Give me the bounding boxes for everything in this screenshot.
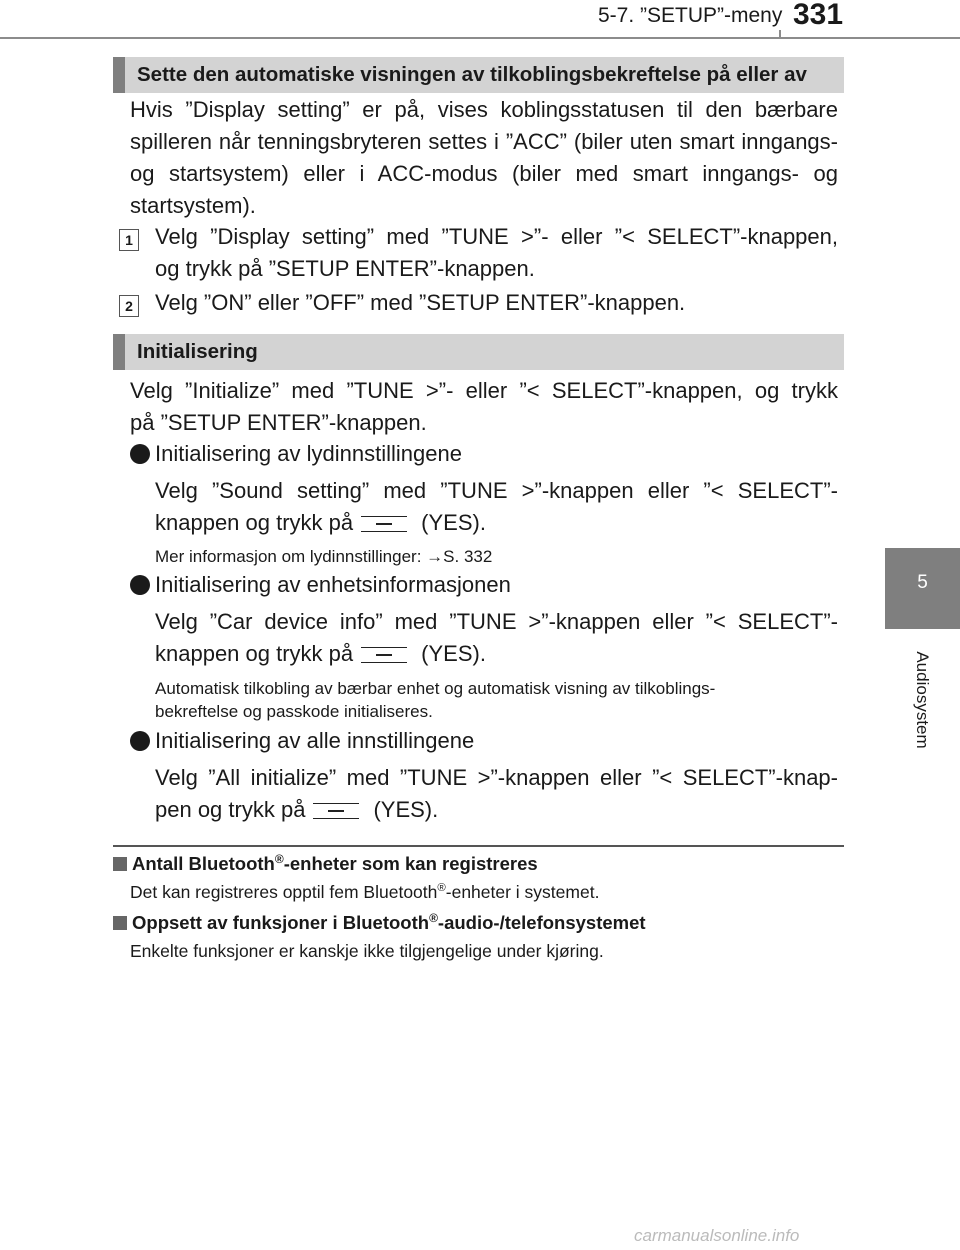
item3-line2-pre: pen og trykk på [155, 797, 306, 822]
page-number: 331 [793, 0, 844, 31]
section-title-initialisering: Initialisering [113, 334, 844, 370]
item1-heading: Initialisering av lydinnstillingene [155, 441, 462, 466]
bullet-icon [130, 575, 150, 595]
radio-key-icon [313, 803, 359, 819]
section-header: 5-7. ”SETUP”-meny [598, 4, 783, 27]
registered-mark: ® [437, 882, 446, 895]
item2-heading: Initialisering av enhetsinformasjonen [155, 572, 511, 597]
item1-line2-pre: knappen og trykk på [155, 510, 354, 535]
initialize-intro-line2: på ”SETUP ENTER”-knappen. [130, 410, 427, 435]
note1-heading [113, 853, 538, 875]
item1-line1: Velg ”Sound setting” med ”TUNE >”-knappen eller ”< SELECT”- [155, 478, 838, 503]
section-title-display-setting: Sette den automatiske visningen av tilkoblingsbekreftelse på eller av [113, 57, 844, 93]
page-ref-arrow-icon: → [426, 547, 444, 566]
registered-mark: ® [429, 910, 438, 925]
note1-body-rest: -enheter i systemet. [445, 882, 600, 902]
note2-heading [113, 912, 646, 934]
notes-divider [113, 845, 844, 847]
watermark: carmanualsonline.info [634, 1226, 800, 1245]
item2-note-line2: bekreftelse og passkode initialiseres. [155, 702, 433, 721]
header-rule [0, 37, 960, 39]
item1-note [155, 547, 492, 567]
note1-heading-rest: -enheter som kan registreres [283, 853, 538, 874]
square-bullet-icon [113, 857, 127, 871]
chapter-number: 5 [917, 572, 928, 593]
bullet-icon [130, 731, 150, 751]
item3-line2 [155, 797, 438, 823]
step1-line1: Velg ”Display setting” med ”TUNE >”- eller ”< SELECT”-knappen, [155, 224, 838, 249]
step1-line2: og trykk på ”SETUP ENTER”-knappen. [155, 256, 535, 281]
chapter-label: Audiosystem [913, 651, 932, 749]
item2-line2-pre: knappen og trykk på [155, 641, 354, 666]
registered-mark: ® [274, 851, 284, 866]
initialize-intro-line1: Velg ”Initialize” med ”TUNE >”- eller ”< SELECT”-knappen, og trykk [130, 378, 838, 403]
step2-text: Velg ”ON” eller ”OFF” med ”SETUP ENTER”-knappen. [155, 290, 686, 315]
note2-body: Enkelte funksjoner er kanskje ikke tilgjengelige under kjøring. [130, 941, 604, 961]
step-number-1: 1 [119, 229, 139, 251]
item3-heading: Initialisering av alle innstillingene [155, 728, 475, 753]
note2-heading-text: Oppsett av funksjoner i Bluetooth [132, 912, 430, 933]
note1-body-text: Det kan registreres opptil fem Bluetooth [130, 882, 438, 902]
radio-key-icon [361, 516, 407, 532]
item2-line1: Velg ”Car device info” med ”TUNE >”-knappen eller ”< SELECT”- [155, 609, 838, 634]
chapter-tab-rule [885, 627, 960, 629]
bullet-icon [130, 444, 150, 464]
note1-heading-text: Antall Bluetooth [132, 853, 275, 874]
item3-line2-post: (YES). [373, 797, 439, 822]
radio-key-icon [361, 647, 407, 663]
item3-line1: Velg ”All initialize” med ”TUNE >”-knappen eller ”< SELECT”-knap- [155, 765, 838, 790]
item1-line2 [155, 510, 486, 536]
page-reference: S. 332 [443, 547, 493, 566]
item2-line2 [155, 641, 486, 667]
item2-line2-post: (YES). [421, 641, 486, 666]
section1-paragraph: Hvis ”Display setting” er på, vises koblingsstatusen til den bærbare spilleren når tenningsbryteren settes i ”ACC” (biler uten smart inngangs- og startsystem) eller i ACC-modus (biler med smart inngangs- og startsystem). [130, 97, 838, 218]
note2-heading-rest: -audio-/telefonsystemet [437, 912, 646, 933]
square-bullet-icon [113, 916, 127, 930]
item1-line2-post: (YES). [421, 510, 486, 535]
note1-body [130, 882, 599, 903]
step-number-2: 2 [119, 295, 139, 317]
item2-note-line1: Automatisk tilkobling av bærbar enhet og automatisk visning av tilkoblings- [155, 679, 716, 698]
item1-note-text: Mer informasjon om lydinnstillinger: [155, 547, 427, 566]
